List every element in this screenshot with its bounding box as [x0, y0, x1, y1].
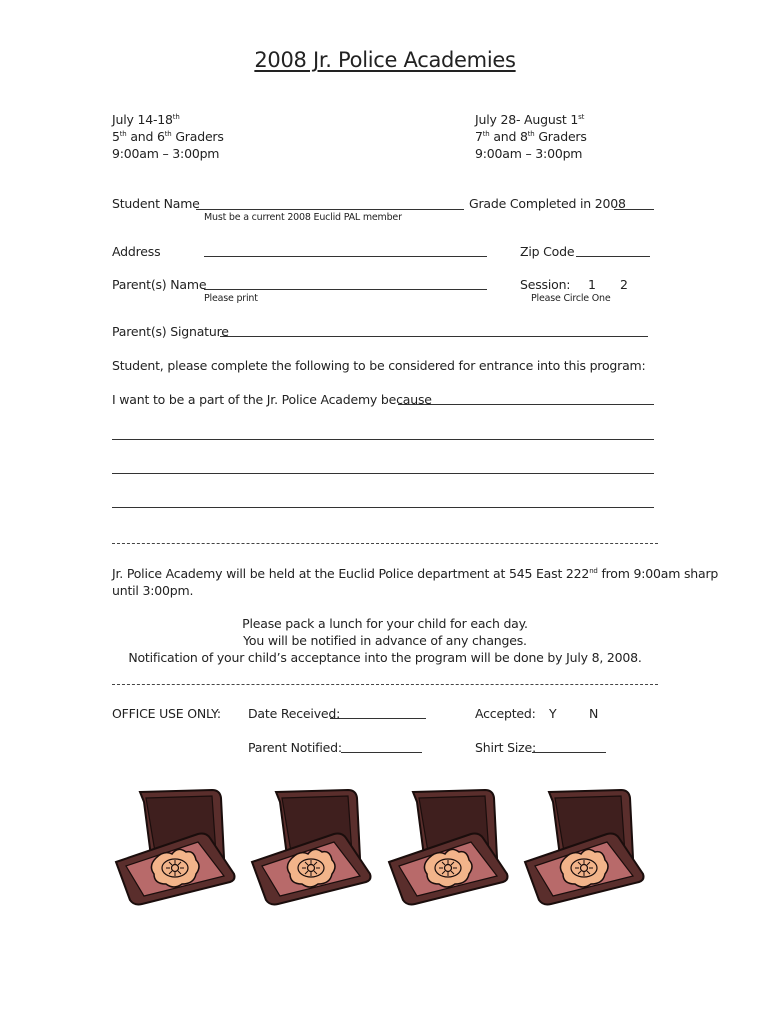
reason-line-2[interactable]	[112, 439, 654, 440]
date-received-field[interactable]	[330, 718, 426, 719]
cut-divider	[112, 543, 658, 544]
session2-time: 9:00am – 3:00pm	[475, 146, 583, 161]
reason-line-4[interactable]	[112, 507, 654, 508]
accepted-label: Accepted:	[475, 706, 536, 721]
police-badge-wallet-icon	[385, 788, 511, 908]
police-badge-wallet-icon	[521, 788, 647, 908]
parent-name-label: Parent(s) Name	[112, 277, 207, 292]
student-name-label: Student Name	[112, 196, 200, 211]
grade-completed-label: Grade Completed in 2008	[469, 196, 626, 211]
office-divider	[112, 684, 658, 685]
police-badge-wallet-icon	[248, 788, 374, 908]
police-badge-wallet-icon	[112, 788, 238, 908]
student-name-field[interactable]	[196, 209, 464, 210]
accepted-no[interactable]: N	[589, 706, 599, 721]
parent-notified-field[interactable]	[341, 752, 422, 753]
session1-time: 9:00am – 3:00pm	[112, 146, 220, 161]
shirt-size-label: Shirt Size:	[475, 740, 537, 755]
date-received-label: Date Received:	[248, 706, 341, 721]
zip-code-label: Zip Code	[520, 244, 575, 259]
instructions-text: Student, please complete the following to be considered for entrance into this program:	[112, 358, 646, 373]
location-text: Jr. Police Academy will be held at the Euclid Police department at 545 East 222nd from 9:00am sharp	[112, 566, 719, 581]
session-option-2[interactable]: 2	[620, 277, 628, 292]
lunch-note: Please pack a lunch for your child for each day.	[242, 616, 528, 631]
zip-code-field[interactable]	[576, 256, 650, 257]
accepted-yes[interactable]: Y	[549, 706, 557, 721]
session-option-1[interactable]: 1	[588, 277, 596, 292]
grade-completed-field[interactable]	[614, 209, 654, 210]
notification-note: Notification of your child’s acceptance into the program will be done by July 8, 2008.	[128, 650, 642, 665]
reason-field[interactable]	[398, 404, 654, 405]
reason-label: I want to be a part of the Jr. Police Academy because	[112, 392, 432, 407]
session1-grades: 5th and 6th Graders	[112, 129, 224, 144]
parent-name-field[interactable]	[204, 289, 487, 290]
reason-line-3[interactable]	[112, 473, 654, 474]
session1-dates: July 14-18th	[112, 112, 180, 127]
changes-note: You will be notified in advance of any changes.	[243, 633, 527, 648]
signature-label: Parent(s) Signature	[112, 324, 229, 339]
office-use-label: OFFICE USE ONLY:	[112, 706, 221, 721]
address-field[interactable]	[204, 256, 487, 257]
session2-dates: July 28- August 1st	[475, 112, 585, 127]
session-note: Please Circle One	[531, 293, 611, 304]
address-label: Address	[112, 244, 161, 259]
location-text-end: until 3:00pm.	[112, 583, 194, 598]
student-name-note: Must be a current 2008 Euclid PAL member	[204, 212, 402, 223]
session2-grades: 7th and 8th Graders	[475, 129, 587, 144]
session-label: Session:	[520, 277, 571, 292]
signature-field[interactable]	[220, 336, 648, 337]
page-title: 2008 Jr. Police Academies	[254, 48, 516, 72]
parent-notified-label: Parent Notified:	[248, 740, 342, 755]
shirt-size-field[interactable]	[532, 752, 606, 753]
parent-name-note: Please print	[204, 293, 258, 304]
